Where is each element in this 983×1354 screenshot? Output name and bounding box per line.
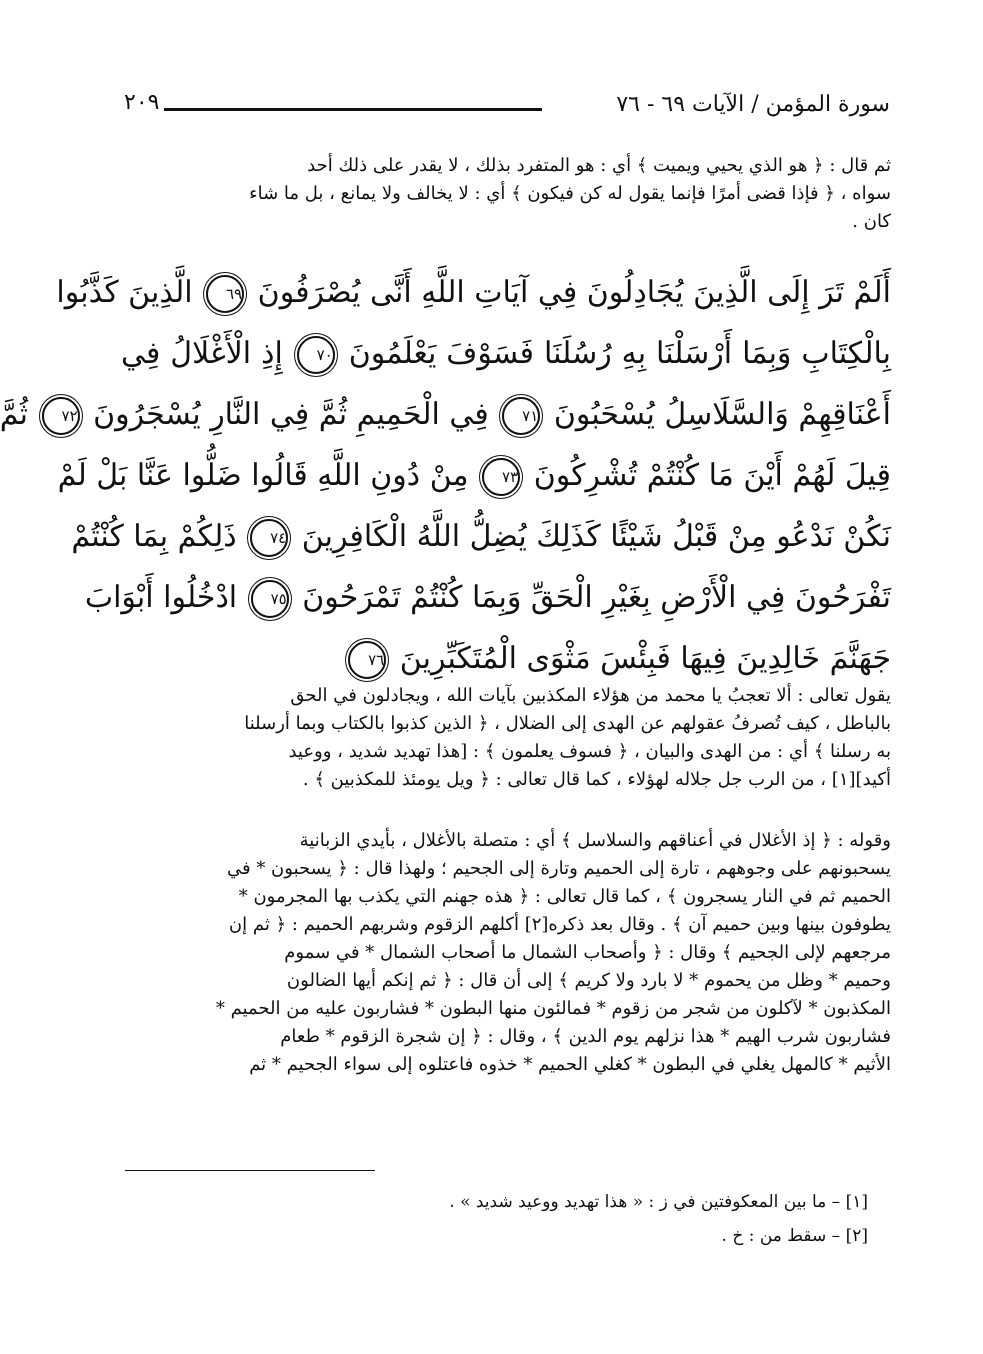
header-rule — [164, 108, 542, 111]
quran-line — [84, 567, 891, 628]
commentary-line: بالباطل ، كيف تُصرفُ عقولهم عن الهدى إلى الضلال ، ﴿ الذين كذبوا بالكتاب وبما أرسلنا — [244, 713, 891, 734]
commentary-line: به رسلنا ﴾ أي : من الهدى والبيان ، ﴿ فسوف يعلمون ﴾ : [هذا تهديد شديد ، ووعيد — [288, 741, 891, 762]
footnote — [449, 1192, 868, 1212]
commentary-line: مرجعهم لإلى الجحيم ﴾ وقال : ﴿ وأصحاب الشمال ما أصحاب الشمال * في سموم — [284, 942, 891, 963]
quran-line — [71, 506, 891, 567]
quran-line — [121, 323, 891, 384]
running-title: سورة المؤمن / الآيات ٦٩ - ٧٦ — [616, 92, 890, 117]
verse-text: تَفْرَحُونَ فِي الْأَرْضِ بِغَيْرِ الْحَقِّ وَبِمَا كُنْتُمْ تَمْرَحُونَ — [302, 580, 891, 615]
verse-text: أَعْنَاقِهِمْ وَالسَّلَاسِلُ يُسْحَبُونَ — [553, 397, 891, 432]
ayah-number-marker: ٧٣ — [482, 458, 520, 496]
commentary-line: يطوفون بينها وبين حميم آن ﴾ . وقال بعد ذكره[٢] أكلهم الزقوم وشربهم الحميم : ﴿ ثم إن — [228, 914, 891, 935]
verse-text: نَكُنْ نَدْعُو مِنْ قَبْلُ شَيْئًا كَذَلِكَ يُضِلُّ اللَّهُ الْكَافِرِينَ — [301, 519, 891, 554]
intro-line: ثم قال : ﴿ هو الذي يحيي ويميت ﴾ أي : هو المتفرد بذلك ، لا يقدر على ذلك أحد — [307, 155, 891, 176]
commentary-paragraph — [124, 827, 891, 1079]
commentary-line: يقول تعالى : ألا تعجبُ يا محمد من هؤلاء المكذبين بآيات الله ، ويجادلون في الحق — [290, 685, 891, 706]
footnote-text: سقط من : خ . — [721, 1226, 827, 1246]
verse-text: مِنْ دُونِ اللَّهِ قَالُوا ضَلُّوا عَنَّا بَلْ لَمْ — [57, 458, 469, 493]
commentary-line: وحميم * وظل من يحموم * لا بارد ولا كريم ﴾ إلى أن قال : ﴿ ثم إنكم أيها الضالون — [286, 970, 891, 991]
ayah-number-marker: ٧٤ — [250, 519, 288, 557]
verse-text: ثُمَّ — [0, 397, 29, 432]
footnote — [722, 1226, 868, 1246]
quran-line — [56, 262, 891, 323]
commentary-paragraph — [124, 682, 891, 794]
quran-line — [57, 445, 891, 506]
commentary-line: يسحبونهم على وجوههم ، تارة إلى الحميم وتارة إلى الجحيم ؛ ولهذا قال : ﴿ يسحبون * في — [227, 858, 891, 879]
ayah-number-marker: ٧٦ — [348, 641, 386, 679]
quran-line — [121, 628, 891, 689]
footnote-rule — [125, 1170, 375, 1171]
intro-line: كان . — [852, 211, 891, 232]
page-number: ٢٠٩ — [124, 90, 160, 115]
verse-text: إِذِ الْأَغْلَالُ فِي — [121, 336, 283, 371]
intro-paragraph — [124, 152, 891, 236]
commentary-line: المكذبون * لآكلون من شجر من زقوم * فمالئون منها البطون * فشاربون عليه من الحميم * — [215, 998, 891, 1019]
verse-text: أَلَمْ تَرَ إِلَى الَّذِينَ يُجَادِلُونَ فِي آيَاتِ اللَّهِ أَنَّى يُصْرَفُونَ — [257, 275, 891, 310]
verse-text: ذَلِكُمْ بِمَا كُنْتُمْ — [71, 519, 237, 554]
verse-text: جَهَنَّمَ خَالِدِينَ فِيهَا فَبِئْسَ مَثْوَى الْمُتَكَبِّرِينَ — [399, 641, 891, 676]
ayah-number-marker: ٦٩ — [206, 275, 244, 313]
commentary-line: الأثيم * كالمهل يغلي في البطون * كغلي الحميم * خذوه فاعتلوه إلى سواء الجحيم * ثم — [249, 1054, 891, 1075]
intro-line: سواه ، ﴿ فإذا قضى أمرًا فإنما يقول له كن فيكون ﴾ أي : لا يخالف ولا يمانع ، بل ما شاء — [249, 183, 891, 204]
quran-verses — [0, 262, 891, 689]
verse-text: ادْخُلُوا أَبْوَابَ — [84, 580, 238, 615]
verse-text: قِيلَ لَهُمْ أَيْنَ مَا كُنْتُمْ تُشْرِكُونَ — [533, 458, 891, 493]
commentary-line: فشاربون شرب الهيم * هذا نزلهم يوم الدين ﴾ ، وقال : ﴿ إن شجرة الزقوم * طعام — [280, 1026, 891, 1047]
footnote-mark: [٢] – — [831, 1226, 868, 1246]
footnote-mark: [١] – — [831, 1192, 868, 1212]
ayah-number-marker: ٧٥ — [251, 580, 289, 618]
ayah-number-marker: ٧٠ — [297, 336, 335, 374]
commentary-line: وقوله : ﴿ إذ الأغلال في أعناقهم والسلاسل ﴾ أي : متصلة بالأغلال ، بأيدي الزبانية — [299, 830, 891, 851]
ayah-number-marker: ٧٢ — [42, 397, 80, 435]
ayah-number-marker: ٧١ — [502, 397, 540, 435]
commentary-line: أكيد][١] ، من الرب جل جلاله لهؤلاء ، كما قال تعالى : ﴿ ويل يومئذ للمكذبين ﴾ . — [302, 769, 891, 790]
commentary-line: الحميم ثم في النار يسجرون ﴾ ، كما قال تعالى : ﴿ هذه جهنم التي يكذب بها المجرمون * — [238, 886, 891, 907]
verse-text: فِي الْحَمِيمِ ثُمَّ فِي النَّارِ يُسْجَرُونَ — [93, 397, 489, 432]
footnote-text: ما بين المعكوفتين في ز : « هذا تهديد ووعيد شديد » . — [449, 1192, 827, 1212]
verse-text: بِالْكِتَابِ وَبِمَا أَرْسَلْنَا بِهِ رُسُلَنَا فَسَوْفَ يَعْلَمُونَ — [348, 336, 891, 371]
verse-text: الَّذِينَ كَذَّبُوا — [56, 275, 193, 310]
quran-line — [0, 384, 891, 445]
